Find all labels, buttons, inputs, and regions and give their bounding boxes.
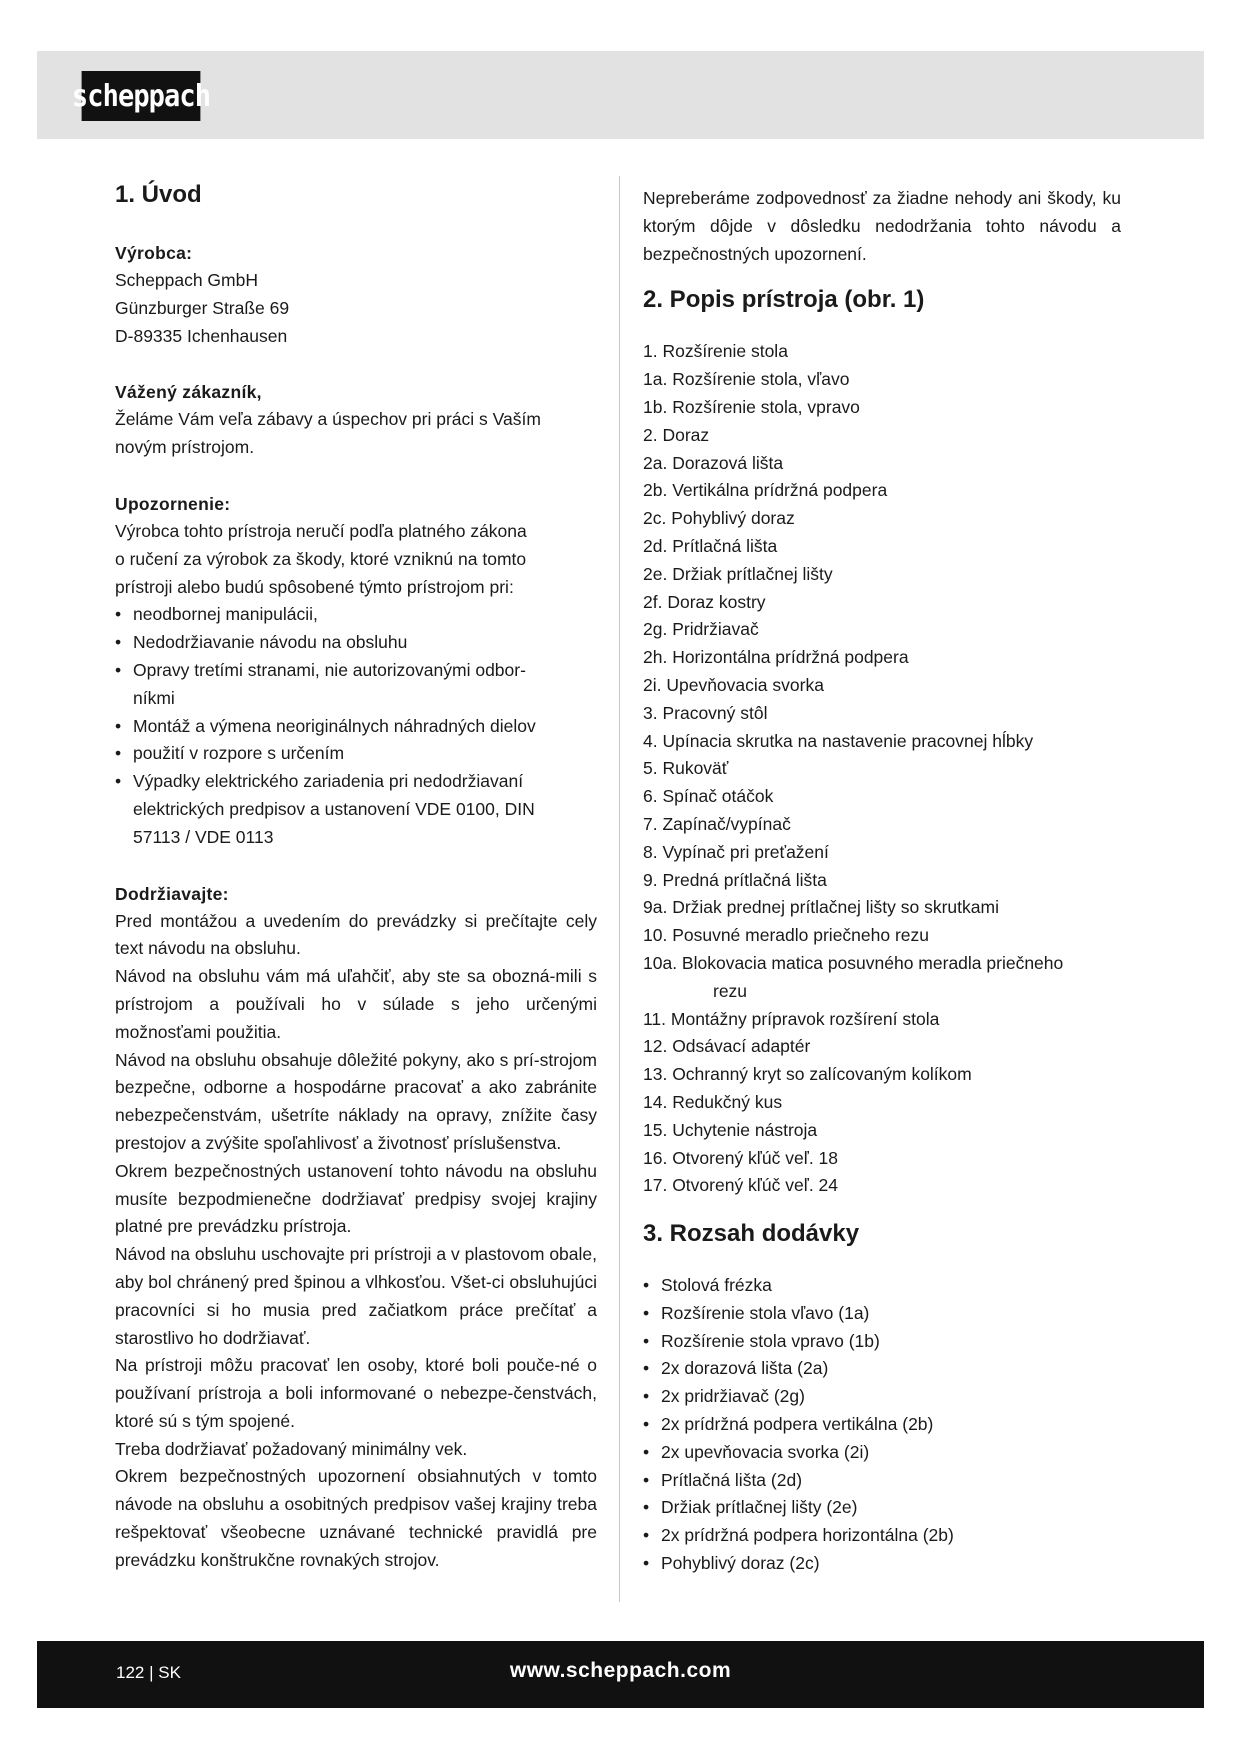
notice-line: prístroji alebo budú spôsobené týmto prístrojom pri: (115, 576, 514, 597)
observe-paragraph: Treba dodržiavať požadovaný minimálny vek. (115, 1438, 468, 1459)
list-item: 2f. Doraz kostry (643, 591, 766, 612)
list-item: 16. Otvorený kľúč veľ. 18 (643, 1147, 839, 1168)
list-item: • neodbornej manipulácii, (115, 601, 597, 629)
list-item: 14. Redukčný kus (643, 1091, 783, 1112)
list-item: • Stolová frézka (643, 1272, 1121, 1300)
left-column (115, 175, 597, 1575)
notice-line: o ručení za výrobok za škody, ktoré vzniknú na tomto (115, 548, 527, 569)
list-item: • Držiak prítlačnej lišty (2e) (643, 1494, 1121, 1522)
description-heading: 2. Popis prístroja (obr. 1) (643, 286, 925, 314)
list-item: 2b. Vertikálna prídržná podpera (643, 480, 888, 501)
list-item: 13. Ochranný kryt so zalícovaným kolíkom (643, 1064, 972, 1085)
list-item: • 2x dorazová lišta (2a) (643, 1355, 1121, 1383)
scheppach-logo: scheppach (82, 71, 201, 121)
list-item: 8. Vypínač pri preťažení (643, 841, 829, 862)
list-item: • použití v rozpore s určením (115, 740, 597, 768)
list-item: • 2x prídržná podpera vertikálna (2b) (643, 1411, 1121, 1439)
list-item: 2. Doraz (643, 424, 710, 445)
liability-text: Nepreberáme zodpovednosť za žiadne nehody ani škody, ku ktorým dôjde v dôsledku nedodržania tohto návodu a bezpečnostných upozornení. (643, 188, 1121, 264)
list-item: • Prítlačná lišta (2d) (643, 1467, 1121, 1495)
parts-list (643, 338, 1121, 1200)
list-item: 1b. Rozšírenie stola, vpravo (643, 396, 860, 417)
list-item: • 2x pridržiavač (2g) (643, 1383, 1121, 1411)
list-item: • Pohyblivý doraz (2c) (643, 1550, 1121, 1578)
list-item: • 2x prídržná podpera horizontálna (2b) (643, 1522, 1121, 1550)
footer-bar (37, 1641, 1204, 1708)
observe-paragraph: Okrem bezpečnostných upozornení obsiahnutých v tomto návode na obsluhu a osobitných predpisov vašej krajiny treba rešpektovať všeobecne uznávané technické pravidlá pre prevádzku konštrukčne rovnakých strojov. (115, 1466, 597, 1570)
list-item: 2d. Prítlačná lišta (643, 535, 778, 556)
customer-line: novým prístrojom. (115, 437, 255, 458)
scope-heading: 3. Rozsah dodávky (643, 1220, 860, 1248)
list-item: • Nedodržiavanie návodu na obsluhu (115, 629, 597, 657)
manufacturer-label: Výrobca: (115, 243, 193, 263)
observe-paragraph: Okrem bezpečnostných ustanovení tohto návodu na obsluhu musíte bezpodmienečne dodržiavať predpisy svojej krajiny platné pre prevádzku prístroja. (115, 1160, 597, 1237)
list-item: • Výpadky elektrického zariadenia pri nedodržiavaní elektrických predpisov a ustanovení VDE 0100, DIN 57113 / VDE 0113 (115, 768, 583, 851)
list-item: 1a. Rozšírenie stola, vľavo (643, 369, 850, 390)
manufacturer-city: D-89335 Ichenhausen (115, 325, 288, 346)
website-link[interactable]: www.scheppach.com (509, 1659, 732, 1682)
notice-label: Upozornenie: (115, 493, 231, 514)
list-item: 11. Montážny prípravok rozšírení stola (643, 1008, 940, 1029)
list-item: 7. Zapínač/vypínač (643, 813, 791, 834)
page-number: 122 | SK (116, 1663, 181, 1682)
list-item: 17. Otvorený kľúč veľ. 24 (643, 1175, 839, 1196)
customer-line: Želáme Vám veľa zábavy a úspechov pri práci s Vaším (115, 409, 541, 430)
list-item: 12. Odsávací adaptér (643, 1036, 811, 1057)
list-item: • Rozšírenie stola vľavo (1a) (643, 1300, 1121, 1328)
right-column (643, 175, 1121, 1578)
list-item: 2a. Dorazová lišta (643, 452, 784, 473)
list-item: 1. Rozšírenie stola (643, 341, 788, 362)
list-item: 9a. Držiak prednej prítlačnej lišty so skrutkami (643, 897, 999, 918)
list-item: 2h. Horizontálna prídržná podpera (643, 647, 909, 668)
list-item: • Montáž a výmena neoriginálnych náhradných dielov (115, 713, 597, 741)
list-item: 15. Uchytenie nástroja (643, 1119, 818, 1140)
list-item: 2c. Pohyblivý doraz (643, 508, 795, 529)
list-item: 2e. Držiak prítlačnej lišty (643, 563, 833, 584)
observe-paragraph: Návod na obsluhu obsahuje dôležité pokyny, ako s prí-strojom bezpečne, odborne a hospodárne pracovať a ako zabránite nebezpečenstvám, ušetríte náklady na opravy, znížite časy prestojov a zvýšite spoľahlivosť a životnosť príslušenstva. (115, 1049, 597, 1153)
customer-label: Vážený zákazník, (115, 382, 262, 403)
observe-paragraph: Pred montážou a uvedením do prevádzky si prečítajte cely text návodu na obsluhu. (115, 910, 597, 959)
manufacturer-street: Günzburger Straße 69 (115, 297, 290, 318)
manufacturer-name: Scheppach GmbH (115, 270, 258, 290)
list-item: • Rozšírenie stola vpravo (1b) (643, 1328, 1121, 1356)
list-item: rezu (713, 980, 748, 1001)
list-item: 4. Upínacia skrutka na nastavenie pracovnej hĺbky (643, 730, 1034, 751)
header-band (37, 51, 1204, 139)
list-item: 6. Spínač otáčok (643, 786, 774, 807)
list-item: 2i. Upevňovacia svorka (643, 674, 824, 695)
scope-list (643, 1272, 1121, 1578)
observe-paragraph: Návod na obsluhu vám má uľahčiť, aby ste sa obozná-mili s prístrojom a používali ho v súlade s jeho určenými možnosťami použitia. (115, 966, 597, 1042)
notice-line: Výrobca tohto prístroja neručí podľa platného zákona (115, 520, 527, 541)
list-item: • Opravy tretími stranami, nie autorizovanými odbor- níkmi (115, 657, 573, 713)
list-item: 5. Rukoväť (643, 758, 729, 779)
observe-label: Dodržiavajte: (115, 883, 229, 904)
notice-bullet-list (115, 601, 597, 851)
list-item: 2g. Pridržiavač (643, 619, 759, 640)
list-item: 10. Posuvné meradlo priečneho rezu (643, 925, 930, 946)
list-item: 10a. Blokovacia matica posuvného meradla priečneho (643, 952, 1064, 973)
observe-paragraph: Návod na obsluhu uschovajte pri prístroji a v plastovom obale, aby bol chránený pred špinou a vlhkosťou. Všet-ci obsluhujúci pracovníci si ho musia pred začiatkom práce prečítať a starostlivo ho dodržiavať. (115, 1244, 597, 1348)
observe-paragraph: Na prístroji môžu pracovať len osoby, ktoré boli pouče-né o používaní prístroja a boli informované o nebezpe-čenstvách, ktoré sú s tým spojené. (115, 1355, 597, 1431)
list-item: 3. Pracovný stôl (643, 702, 768, 723)
list-item: • 2x upevňovacia svorka (2i) (643, 1439, 1121, 1467)
list-item: 9. Predná prítlačná lišta (643, 869, 827, 890)
intro-heading: 1. Úvod (115, 181, 202, 208)
column-divider (619, 176, 620, 1602)
